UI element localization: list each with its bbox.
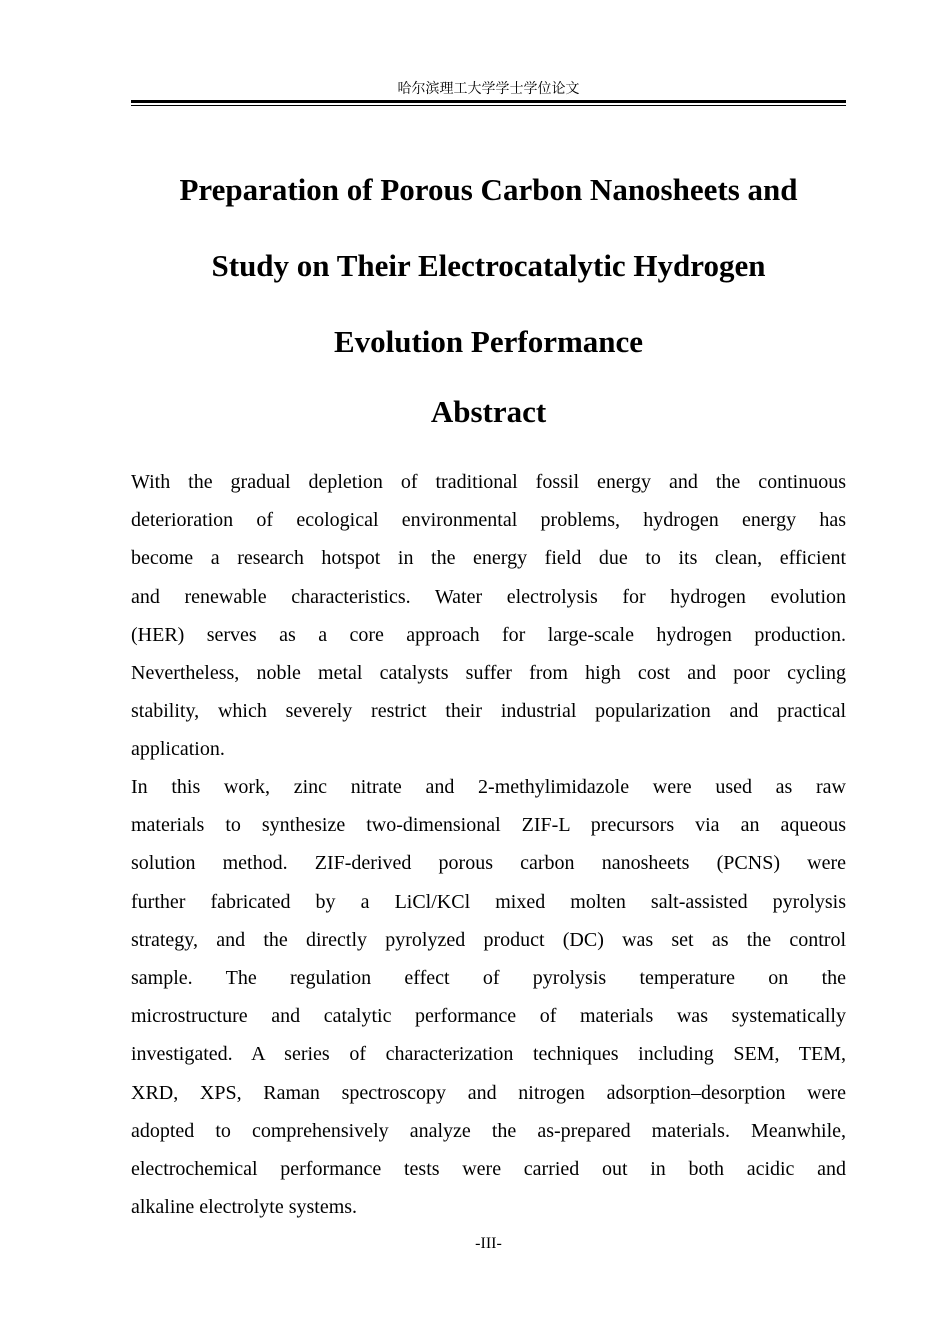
text-line: Nevertheless, noble metal catalysts suffer from high cost and poor cycling: [131, 661, 846, 684]
title-line: Study on Their Electrocatalytic Hydrogen: [211, 248, 766, 283]
header-rule-thin: [131, 105, 846, 106]
text-line: become a research hotspot in the energy field due to its clean, efficient: [131, 547, 846, 570]
text-line: electrochemical performance tests were carried out in both acidic and: [131, 1157, 846, 1180]
text-line: XRD, XPS, Raman spectroscopy and nitrogen adsorption–desorption were: [131, 1081, 846, 1104]
header-rule-thick: [131, 100, 846, 103]
text-line: microstructure and catalytic performance of materials was systematically: [131, 1005, 846, 1028]
text-line: materials to synthesize two-dimensional ZIF-L precursors via an aqueous: [131, 814, 846, 837]
abstract-paragraph-1: [131, 463, 846, 769]
abstract-heading: Abstract: [430, 394, 547, 429]
text-line: investigated. A series of characterization techniques including SEM, TEM,: [131, 1043, 846, 1066]
title-line: Evolution Performance: [333, 324, 644, 359]
thesis-title: [131, 152, 846, 380]
text-line: sample. The regulation effect of pyrolysis temperature on the: [131, 966, 846, 989]
page-number: -III-: [475, 1235, 502, 1252]
text-line: and renewable characteristics. Water electrolysis for hydrogen evolution: [131, 585, 846, 608]
text-line: application.: [131, 738, 225, 761]
text-line: deterioration of ecological environmental problems, hydrogen energy has: [131, 509, 846, 532]
text-line: In this work, zinc nitrate and 2-methylimidazole were used as raw: [131, 776, 846, 798]
title-line: Preparation of Porous Carbon Nanosheets and: [179, 172, 798, 207]
text-line: strategy, and the directly pyrolyzed product (DC) was set as the control: [131, 928, 846, 951]
text-line: adopted to comprehensively analyze the as-prepared materials. Meanwhile,: [131, 1119, 846, 1142]
text-line: With the gradual depletion of traditional fossil energy and the continuous: [131, 471, 846, 493]
text-line: (HER) serves as a core approach for large-scale hydrogen production.: [131, 623, 846, 646]
text-line: further fabricated by a LiCl/KCl mixed molten salt-assisted pyrolysis: [131, 890, 846, 913]
text-line: alkaline electrolyte systems.: [131, 1196, 358, 1219]
text-line: solution method. ZIF-derived porous carbon nanosheets (PCNS) were: [131, 852, 846, 875]
abstract-paragraph-2: [131, 768, 846, 1226]
text-line: stability, which severely restrict their industrial popularization and practical: [131, 700, 846, 723]
running-header: 哈尔滨理工大学学士学位论文: [397, 81, 580, 97]
